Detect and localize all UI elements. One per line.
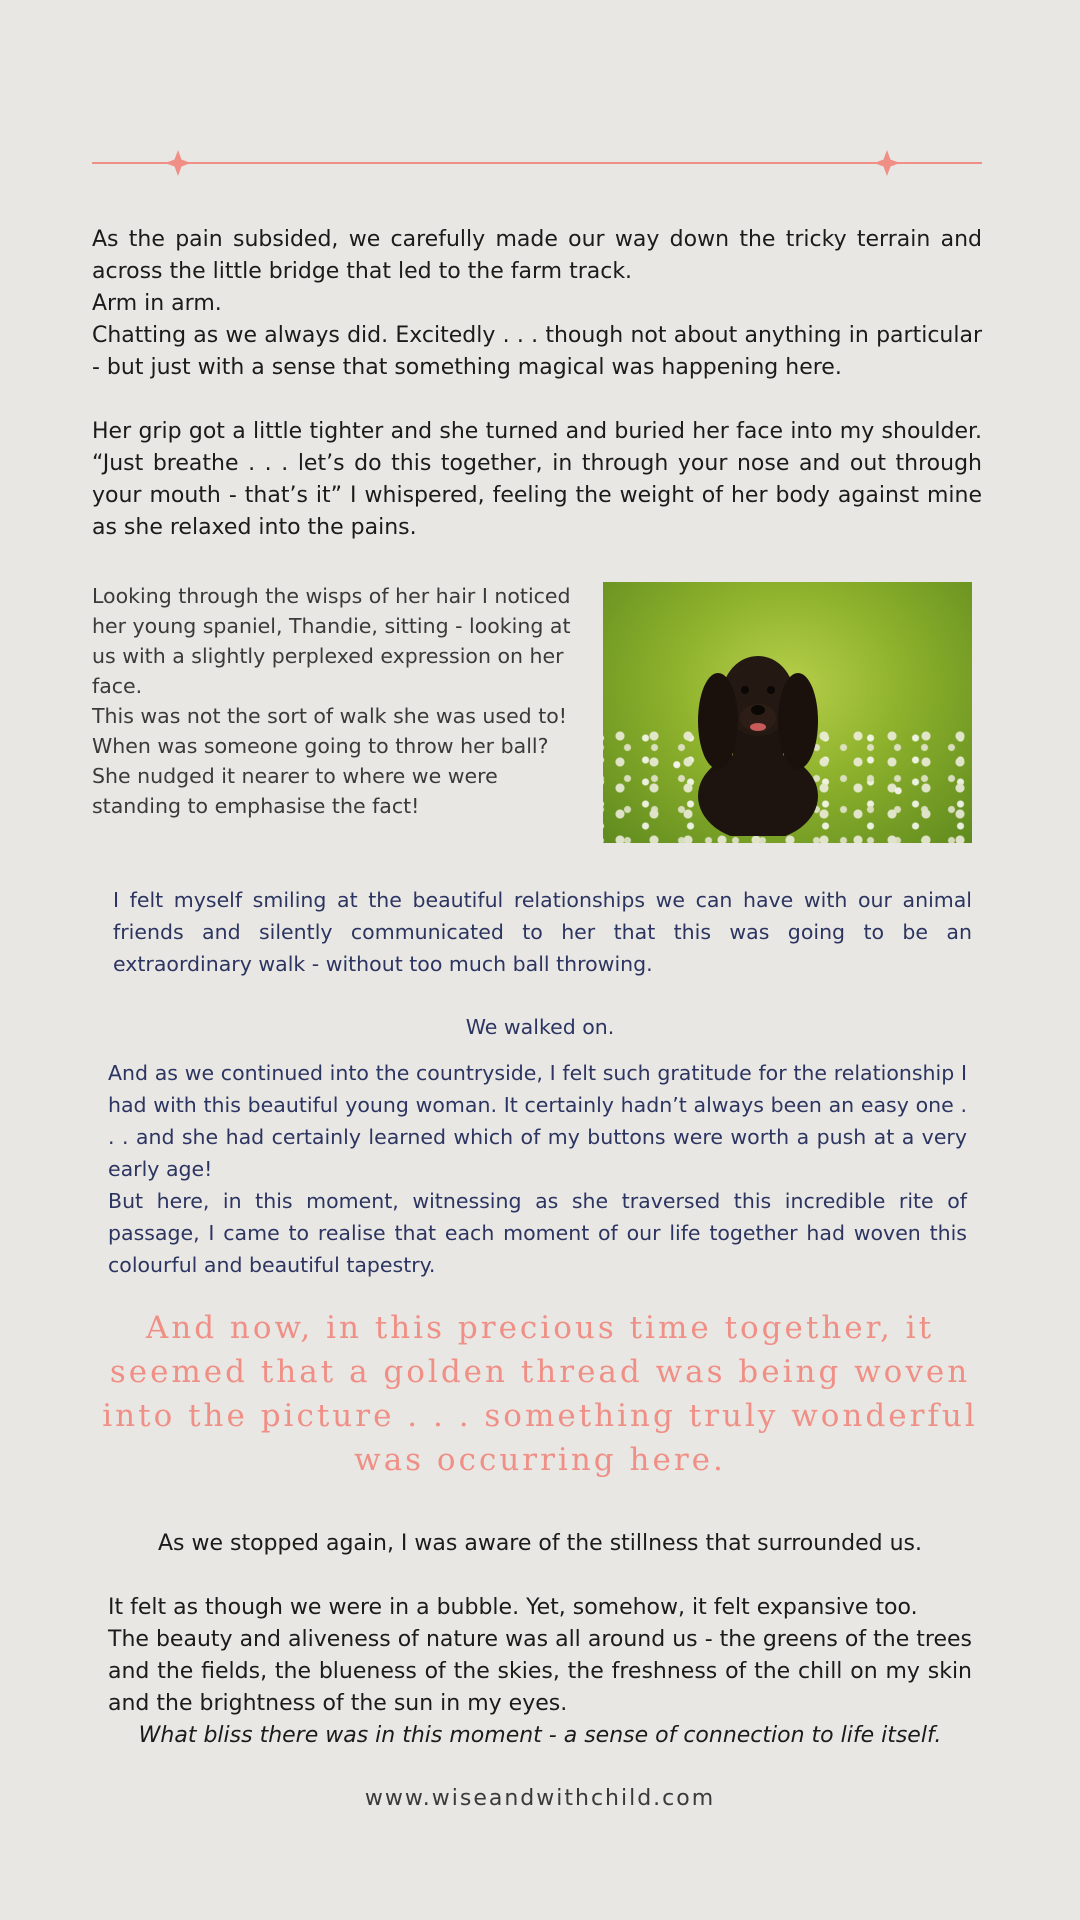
intro-line: As the pain subsided, we carefully made our way down the tricky terrain and across the little bridge that led to the farm track. xyxy=(92,227,982,284)
bubble-line: It felt as though we were in a bubble. Yet, somehow, it felt expansive too. xyxy=(108,1595,918,1620)
walked-on-line: We walked on. xyxy=(465,1015,615,1039)
bubble-line: The beauty and aliveness of nature was all around us - the greens of the trees and the fields, the blueness of the skies, the freshness of the chill on my skin and the brightness of the sun in my eyes. xyxy=(108,1627,972,1716)
tapestry-paragraph: But here, in this moment, witnessing as she traversed this incredible rite of passage, I came to realise that each moment of our life together had woven this colourful and beautiful tapestry. xyxy=(108,1189,967,1277)
spaniel-line: When was someone going to throw her ball? xyxy=(92,734,549,758)
bliss-line: What bliss there was in this moment - a sense of connection to life itself. xyxy=(138,1723,942,1748)
sparkle-right-icon xyxy=(874,150,900,176)
gratitude-paragraph: And as we continued into the countryside, I felt such gratitude for the relationship I had with this beautiful young woman. It certainly hadn’t always been an easy one . . . and she had certainly learned which of my buttons were worth a push at a very early age! xyxy=(108,1061,967,1181)
spaniel-line: She nudged it nearer to where we were standing to emphasise the fact! xyxy=(92,764,498,818)
grip-paragraph: Her grip got a little tighter and she turned and buried her face into my shoulder. “Just breathe . . . let’s do this together, in through your nose and out through your mouth - that’s it” I whispered, feeling the weight of her body against mine as she relaxed into the pains. xyxy=(92,419,982,540)
spaniel-paragraph xyxy=(92,581,577,821)
bubble-paragraph xyxy=(108,1592,972,1720)
spaniel-line: This was not the sort of walk she was used to! xyxy=(92,704,568,728)
sparkle-left-icon xyxy=(165,150,191,176)
dog-icon xyxy=(663,626,853,836)
intro-line: Chatting as we always did. Excitedly . . . though not about anything in particular - but just with a sense that something magical was happening here. xyxy=(92,323,982,380)
spaniel-line: Looking through the wisps of her hair I noticed her young spaniel, Thandie, sitting - looking at us with a slightly perplexed expression on her face. xyxy=(92,584,571,698)
intro-line: Arm in arm. xyxy=(92,291,222,316)
smiling-paragraph: I felt myself smiling at the beautiful relationships we can have with our animal friends and silently communicated to her that this was going to be an extraordinary walk - without too much ball throwing. xyxy=(113,888,972,976)
golden-thread-quote: And now, in this precious time together, it seemed that a golden thread was being woven into the picture . . . something truly wonderful was occurring here. xyxy=(102,1310,978,1478)
decorative-divider xyxy=(92,148,982,178)
website-link[interactable]: www.wiseandwithchild.com xyxy=(364,1786,716,1811)
spaniel-photo xyxy=(603,582,972,843)
intro-paragraph xyxy=(92,224,982,384)
stillness-line: As we stopped again, I was aware of the stillness that surrounded us. xyxy=(157,1531,923,1556)
